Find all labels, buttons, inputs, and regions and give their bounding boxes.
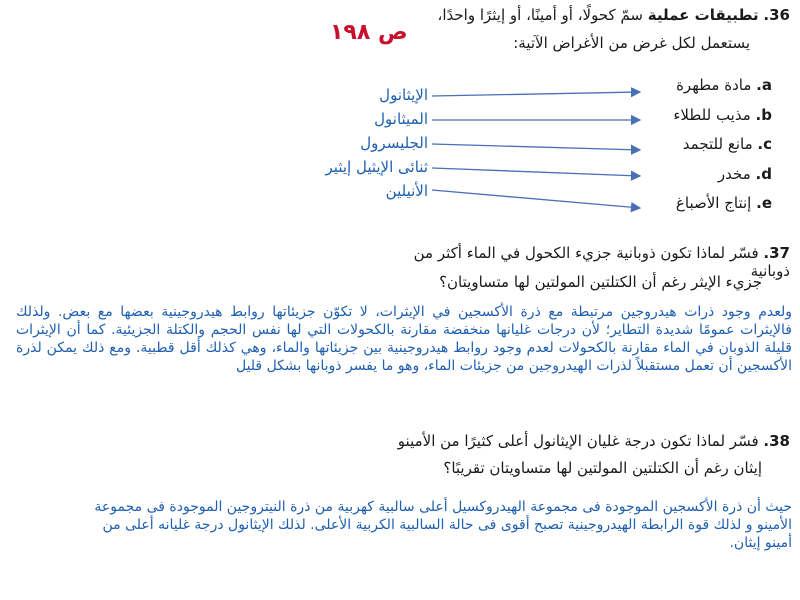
q36-answer-c: الجليسرول: [360, 134, 428, 152]
page-reference: ص ١٩٨: [330, 20, 408, 45]
q36-title-rest: سمّ كحولًا، أو أمينًا، أو إيثرًا واحدًا،: [437, 6, 643, 24]
q37-number: 37.: [763, 244, 790, 262]
q36-answer-d: ثنائى الإيثيل إيثير: [325, 158, 428, 176]
q38-question-line2: إيثان رغم أن الكتلتين المولتين لها متساويتان تقريبًا؟: [443, 459, 762, 477]
q36-answer-b: الميثانول: [374, 110, 428, 128]
q38-answer: [16, 498, 792, 552]
arrow-a: [432, 92, 640, 96]
q36-answer-e: الأنيلين: [385, 182, 428, 200]
arrow-e: [432, 190, 640, 208]
q38-line1-text: فسّر لماذا تكون درجة غليان الإيثانول أعلى كثيرًا من الأمينو: [397, 432, 759, 450]
q38-answer-line: حيث أن ذرة الأكسجين الموجودة فى مجموعة الهيدروكسيل أعلى سالبية كهربية من ذرة النيتروجين الموجودة فى مجموعة: [94, 499, 792, 515]
q36-title-bold: تطبيقات عملية: [647, 6, 759, 24]
q37-line1-text: فسّر لماذا تكون ذوبانية جزيء الكحول في الماء أكثر من ذوبانية: [413, 244, 790, 280]
q37-question-line2: جزيء الإيثر رغم أن الكتلتين المولتين لها متساويتان؟: [439, 273, 762, 291]
arrow-d: [432, 168, 640, 176]
q36-item-letter: b.: [755, 106, 772, 124]
q36-item-text: إنتاج الأصباغ: [675, 194, 752, 212]
q36-number: 36.: [763, 6, 790, 24]
q36-item-text: مادة مطهرة: [676, 76, 752, 94]
q36-subtitle: يستعمل لكل غرض من الأغراض الآتية:: [513, 34, 750, 52]
q38-number: 38.: [763, 432, 790, 450]
q38-question-line1: [370, 432, 790, 450]
q36-item-text: مذيب للطلاء: [673, 106, 751, 124]
q36-item-text: مخدر: [717, 165, 751, 183]
q38-answer-line: الأمينو و لذلك قوة الرابطة الهيدروجينية تصبح أقوى فى حالة السالبية الكربية الأعلى. لذلك الإيثانول درجة غليانه أعلى من: [102, 517, 792, 533]
q37-answer: ولعدم وجود ذرات هيدروجين مرتبطة مع ذرة الأكسجين في الإيثرات، لا تكوّن جزيئاتها روابط هيدروجينية بعضها مع بعض. ولذلك فالإيثرات عمومًا شديدة التطاير؛ لأن درجات غليانها منخفضة مقارنة بالكحولات التي لها نفس الحجم والكتلة الجزيئية. كما أن الإيثرات قليلة الذوبان في الماء مقارنة بالكحولات لعدم وجود روابط هيدروجينية بين جزيئاتها والماء، وهي كذلك أقل قطبية. ومع ذلك يمكن لذرة الأكسجين أن تعمل مستقبلاً لذرات الهيدروجين من جزيئات الماء، وهو ما يفسر ذوبانها بشكل قليل: [16, 304, 792, 374]
q36-item-letter: c.: [757, 135, 772, 153]
q36-item-text: مانع للتجمد: [682, 135, 753, 153]
arrow-c: [432, 144, 640, 150]
q36-item-letter: e.: [756, 194, 772, 212]
q38-answer-line: أمينو إيثان.: [729, 535, 792, 551]
q36-item-letter: a.: [756, 76, 772, 94]
q36-item-letter: d.: [755, 165, 772, 183]
q36-answer-a: الإيثانول: [379, 86, 428, 104]
